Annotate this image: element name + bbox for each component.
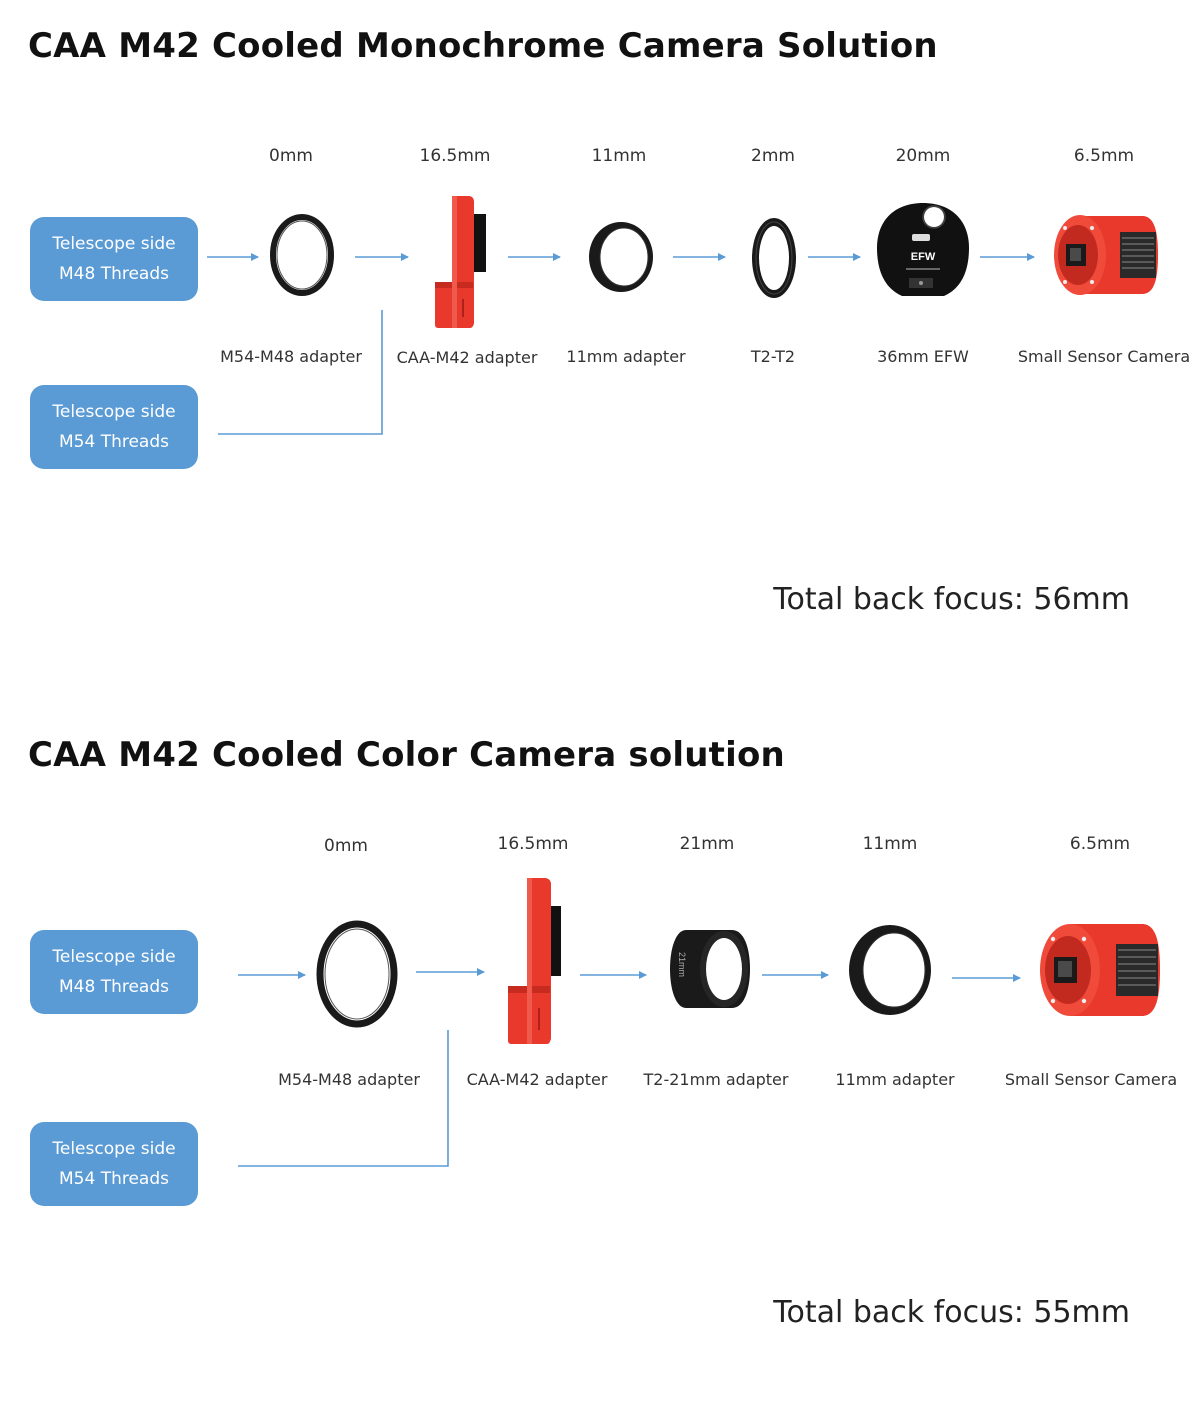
- section-title-mono: CAA M42 Cooled Monochrome Camera Solution: [28, 26, 938, 66]
- part-label: 11mm adapter: [835, 1070, 955, 1089]
- filter-wheel-icon: [874, 200, 972, 300]
- thread-label: M54 Threads: [58, 432, 169, 452]
- efw-text: EFW: [910, 251, 936, 263]
- distance-label: 11mm: [862, 834, 918, 854]
- part-label: Small Sensor Camera: [1017, 347, 1191, 366]
- camera-icon: [1050, 208, 1162, 302]
- telescope-side-label: Telescope side: [52, 402, 176, 422]
- thread-label: M48 Threads: [58, 264, 169, 284]
- t2-ring-icon: [750, 216, 798, 300]
- total-back-focus: Total back focus: 56mm: [773, 582, 1130, 617]
- distance-label: 21mm: [679, 834, 735, 854]
- m54-connector-line: [238, 1030, 448, 1166]
- part-label: 11mm adapter: [566, 347, 686, 366]
- telescope-side-label: Telescope side: [52, 947, 176, 967]
- caa-adapter-icon: [432, 194, 494, 330]
- distance-label: 16.5mm: [497, 834, 569, 854]
- t2-21mm-ring-icon: [666, 924, 754, 1014]
- thin-ring-icon: [314, 918, 400, 1030]
- distance-label: 6.5mm: [1069, 834, 1131, 854]
- part-label: M54-M48 adapter: [220, 347, 362, 366]
- thin-ring-icon: [268, 212, 336, 298]
- total-back-focus: Total back focus: 55mm: [773, 1295, 1130, 1330]
- telescope-side-label: Telescope side: [52, 1139, 176, 1159]
- spacer-ring-icon: [585, 218, 657, 296]
- part-label: M54-M48 adapter: [278, 1070, 420, 1089]
- part-label: CAA-M42 adapter: [466, 1070, 608, 1089]
- spacer-ring-icon: [846, 922, 936, 1018]
- part-label: T2-T2: [750, 347, 796, 366]
- camera-icon: [1036, 916, 1164, 1024]
- distance-label: 0mm: [324, 836, 368, 856]
- thread-label: M54 Threads: [58, 1169, 169, 1189]
- distance-label: 0mm: [269, 146, 313, 166]
- part-label: 36mm EFW: [877, 347, 969, 366]
- m54-connector-line: [218, 310, 382, 434]
- ring-engraving: 21mm: [677, 952, 687, 978]
- thread-label: M48 Threads: [58, 977, 169, 997]
- section-title-color: CAA M42 Cooled Color Camera solution: [28, 735, 785, 775]
- telescope-side-label: Telescope side: [52, 234, 176, 254]
- part-label: Small Sensor Camera: [1004, 1070, 1178, 1089]
- part-label: T2-21mm adapter: [643, 1070, 789, 1089]
- distance-label: 11mm: [591, 146, 647, 166]
- distance-label: 16.5mm: [419, 146, 491, 166]
- part-label: CAA-M42 adapter: [396, 348, 538, 367]
- distance-label: 2mm: [751, 146, 795, 166]
- caa-adapter-icon: [505, 876, 567, 1046]
- distance-label: 20mm: [895, 146, 951, 166]
- distance-label: 6.5mm: [1073, 146, 1135, 166]
